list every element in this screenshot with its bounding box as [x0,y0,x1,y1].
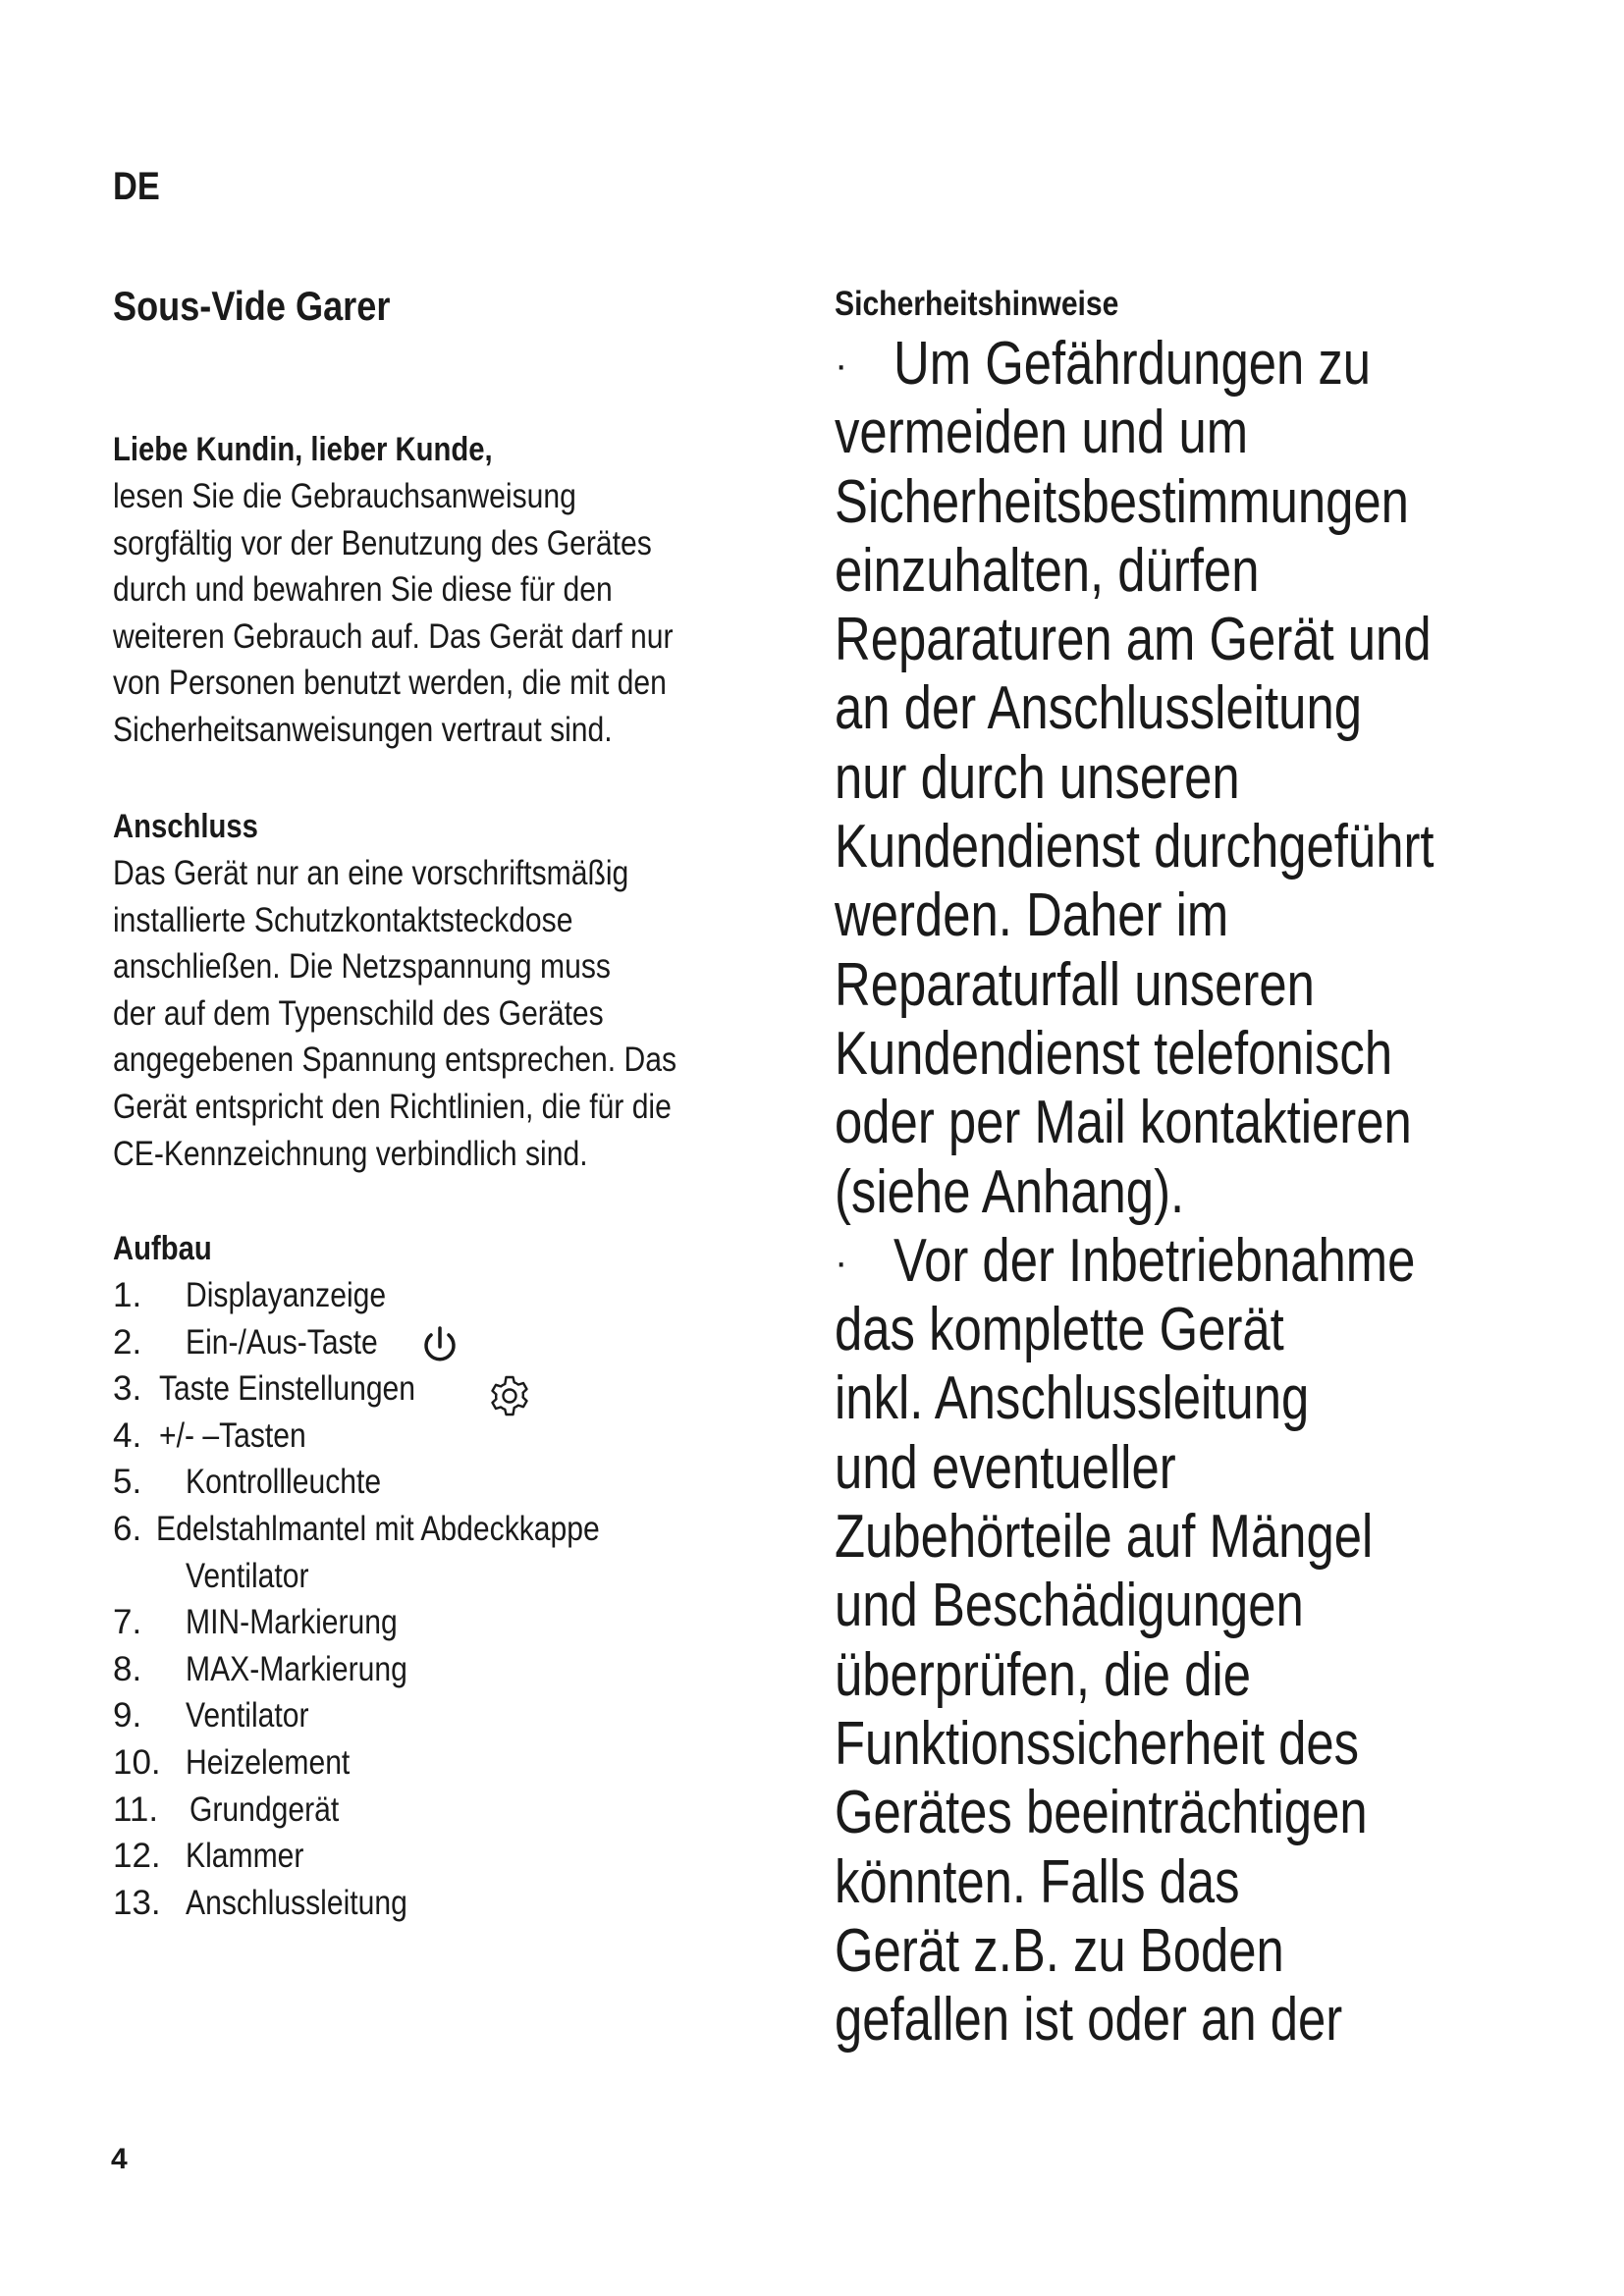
list-number: 2. [113,1322,142,1362]
intro-heading: Liebe Kundin, lieber Kunde, [113,431,493,468]
list-item [113,1692,800,1739]
safety-line: an der Anschlussleitung [835,674,1362,743]
list-text: Grundgerät [189,1789,340,1829]
safety-text [835,330,1542,2055]
safety-heading: Sicherheitshinweise [835,285,1119,323]
intro-line: Sicherheitsanweisungen vertraut sind. [113,710,613,749]
list-number: 10. [113,1742,161,1782]
bullet-point: · [835,344,848,387]
safety-line: überprüfen, die die [835,1640,1251,1709]
list-item [113,1413,800,1460]
safety-line: Reparaturfall unseren [835,950,1315,1019]
safety-line: Funktionssicherheit des [835,1709,1360,1778]
connection-line: installierte Schutzkontaktsteckdose [113,900,573,939]
list-text: Kontrollleuchte [186,1463,382,1502]
safety-line: werden. Daher im [835,881,1229,950]
structure-heading: Aufbau [113,1230,212,1267]
list-item [113,1506,800,1553]
language-code: DE [113,165,160,208]
safety-line: nur durch unseren [835,743,1240,812]
list-text: Ventilator [186,1556,309,1595]
list-text: MIN-Markierung [186,1603,398,1642]
list-number: 9. [113,1696,142,1735]
power-icon [418,1323,461,1366]
intro-line: weiteren Gebrauch auf. Das Gerät darf nur [113,616,674,656]
connection-line: anschließen. Die Netzspannung muss [113,947,611,987]
safety-line: oder per Mail kontaktieren [835,1089,1412,1157]
list-item [113,1459,800,1506]
list-number: 3. [113,1369,142,1409]
safety-line: (siehe Anhang). [835,1157,1185,1226]
list-number: 1. [113,1276,142,1314]
list-item [113,1365,800,1413]
intro-section [113,426,800,754]
safety-line: · Um Gefährdungen zu [835,330,1542,399]
list-item [113,1599,800,1646]
safety-line: · Vor der Inbetriebnahme [835,1227,1542,1296]
connection-line: der auf dem Typenschild des Gerätes [113,993,604,1033]
safety-line: inkl. Anschlussleitung [835,1364,1310,1433]
intro-line: sorgfältig vor der Benutzung des Gerätes [113,523,652,562]
connection-line: Das Gerät nur an eine vorschriftsmäßig [113,854,629,892]
list-item [113,1880,800,1927]
connection-heading: Anschluss [113,808,258,845]
list-number: 6. [113,1509,142,1548]
list-number: 8. [113,1649,142,1688]
list-text: +/- –Tasten [159,1415,306,1455]
safety-line: Gerät z.B. zu Boden [835,1916,1284,1985]
list-item [113,1787,800,1834]
list-number: 7. [113,1603,142,1642]
list-number: 4. [113,1415,142,1455]
list-text: Displayanzeige [186,1276,387,1314]
safety-line: und eventueller [835,1433,1176,1502]
safety-line: und Beschädigungen [835,1572,1304,1640]
safety-line: Zubehörteile auf Mängel [835,1503,1374,1572]
list-number: 5. [113,1463,142,1502]
list-item [113,1646,800,1693]
safety-line: das komplette Gerät [835,1296,1284,1364]
list-number: 13. [113,1883,161,1922]
safety-line: Reparaturen am Gerät und [835,606,1432,674]
intro-line: von Personen benutzt werden, die mit den [113,664,667,703]
bullet-point: · [835,1240,848,1284]
safety-line: Gerätes beeinträchtigen [835,1779,1368,1847]
page-number: 4 [111,2143,128,2175]
list-text: Heizelement [186,1742,351,1782]
list-text: Klammer [186,1837,304,1876]
safety-line: Kundendienst telefonisch [835,1019,1393,1088]
safety-line: Kundendienst durchgeführt [835,813,1435,881]
safety-line: gefallen ist oder an der [835,1986,1343,2055]
safety-line: einzuhalten, dürfen [835,536,1260,605]
list-text: Ein-/Aus-Taste [186,1322,378,1362]
connection-section [113,803,839,1177]
connection-line: angegebenen Spannung entsprechen. Das [113,1041,677,1080]
list-item [113,1833,800,1880]
list-item [113,1272,800,1319]
safety-line: vermeiden und um [835,399,1249,467]
list-item [113,1553,800,1600]
list-number: 12. [113,1837,161,1876]
list-text: MAX-Markierung [186,1649,407,1688]
list-number: 11. [113,1789,159,1829]
document-title: Sous-Vide Garer [113,283,391,329]
safety-line: Sicherheitsbestimmungen [835,467,1409,536]
gear-icon [486,1372,533,1419]
list-item [113,1739,800,1787]
intro-line: lesen Sie die Gebrauchsanweisung [113,477,576,515]
connection-line: CE-Kennzeichnung verbindlich sind. [113,1134,588,1173]
list-text: Ventilator [186,1696,309,1735]
connection-line: Gerät entspricht den Richtlinien, die für die [113,1087,672,1126]
list-text: Anschlussleitung [186,1883,407,1922]
list-text: Taste Einstellungen [159,1369,416,1409]
intro-line: durch und bewahren Sie diese für den [113,570,613,610]
list-text: Edelstahlmantel mit Abdeckkappe [156,1509,600,1548]
safety-line: könnten. Falls das [835,1847,1240,1916]
